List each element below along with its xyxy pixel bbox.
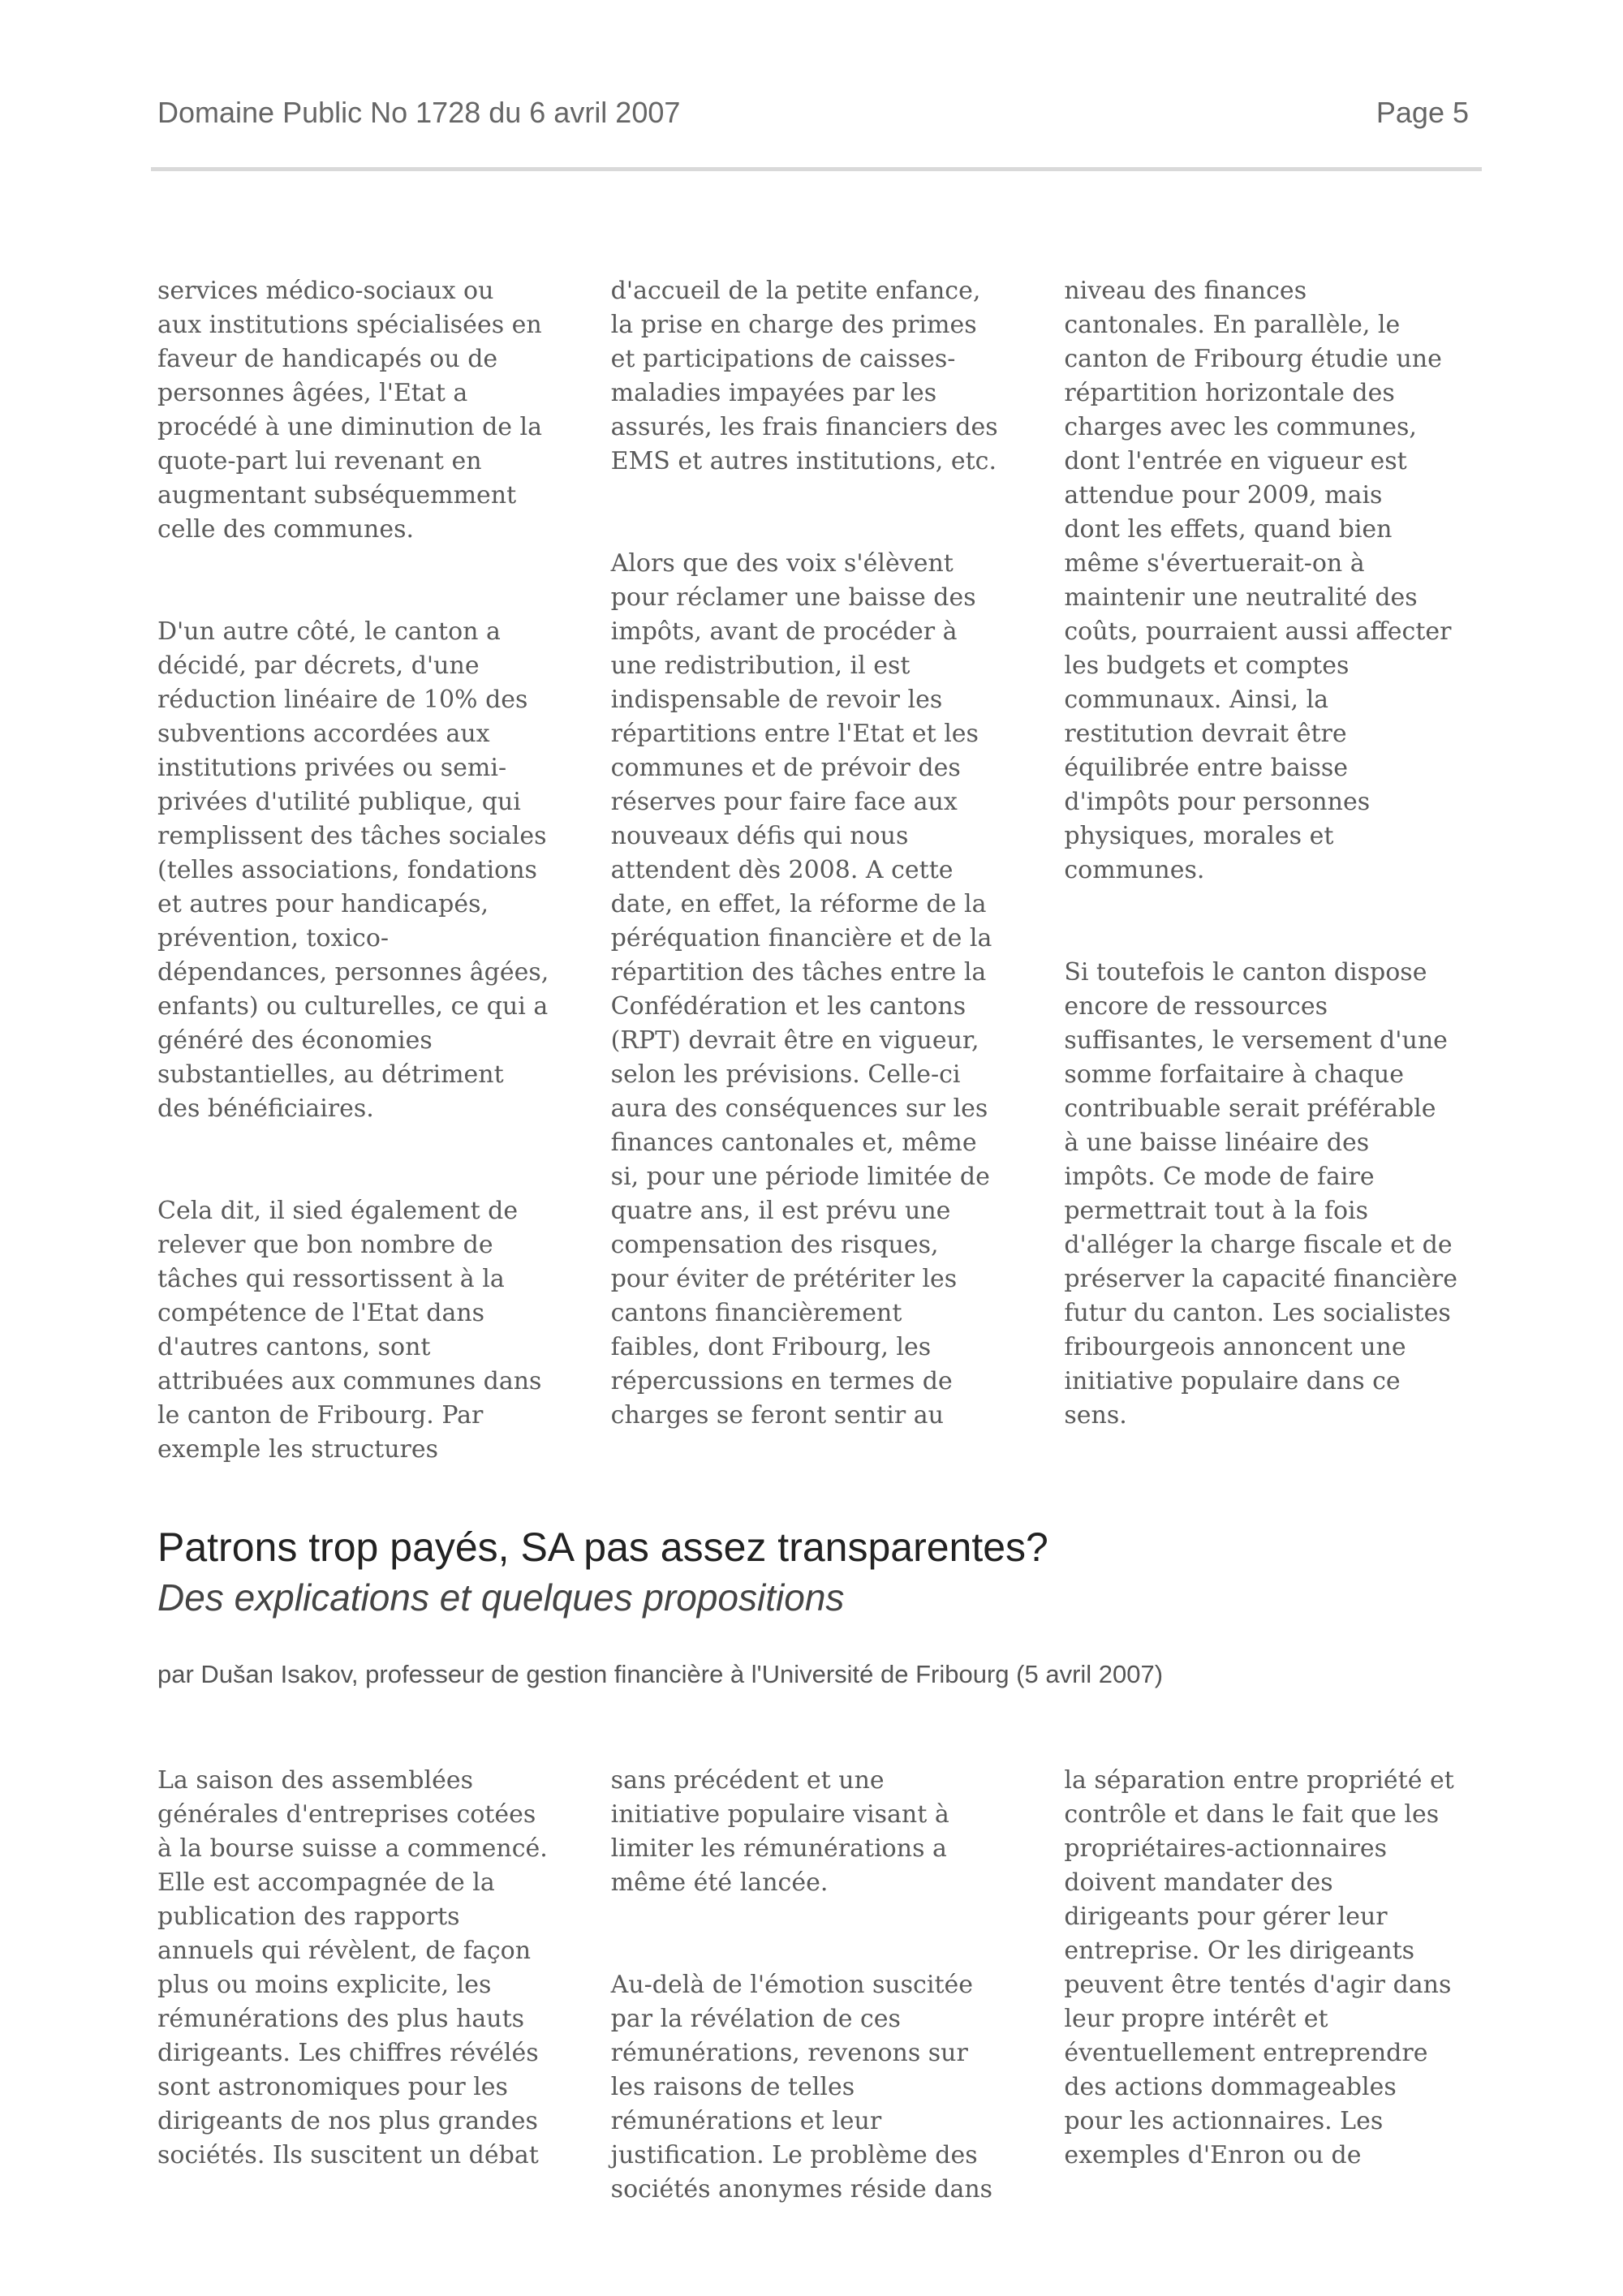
article-2-title: Patrons trop payés, SA pas assez transparentes?	[157, 1524, 1048, 1570]
paragraph: D'un autre côté, le canton a décidé, par décrets, d'une réduction linéaire de 10% des subventions accordées aux institutions privées ou semi- privées d'utilité publique, qui remplissent des tâches sociales (telles associations, fondations et autres pour handicapés, prévention, toxico- dépendances, personnes âgées, enfants) ou culturelles, ce qui a généré des économies substantielles, au détriment des bénéficiaires.	[157, 617, 549, 1123]
paragraph: Alors que des voix s'élèvent pour réclamer une baisse des impôts, avant de procéder à une redistribution, il est indispensable de revoir les répartitions entre l'Etat et les communes et de prévoir des réserves pour faire face aux nouveaux défis qui nous attendent dès 2008. A cette date, en effet, la réforme de la péréquation financière et de la répartition des tâches entre la Confédération et les cantons (RPT) devrait être en vigueur, selon les prévisions. Celle-ci aura des conséquences sur les finances cantonales et, même si, pour une période limitée de quatre ans, il est prévu une compensation des risques, pour éviter de prétériter les cantons financièrement faibles, dont Fribourg, les répercussions en termes de charges se feront sentir au	[610, 549, 992, 1430]
article-2-body	[157, 1730, 1482, 2275]
article-1-column-1	[157, 240, 575, 1535]
article-2-subtitle: Des explications et quelques propositions	[157, 1576, 845, 1619]
paragraph: la séparation entre propriété et contrôle et dans le fait que les propriétaires-actionnaires doivent mandater des dirigeants pour gérer leur entreprise. Or les dirigeants peuvent être tentés d'agir dans leur propre intérêt et éventuellement entreprendre des actions dommageables pour les actionnaires. Les exemples d'Enron ou de	[1064, 1766, 1454, 2169]
paragraph: niveau des finances cantonales. En parallèle, le canton de Fribourg étudie une répartition horizontale des charges avec les communes, dont l'entrée en vigueur est attendue pour 2009, mais dont les effets, quand bien même s'évertuerait-on à maintenir une neutralité des coûts, pourraient aussi affecter les budgets et comptes communaux. Ainsi, la restitution devrait être équilibrée entre baisse d'impôts pour personnes physiques, morales et communes.	[1064, 277, 1452, 884]
paragraph: d'accueil de la petite enfance, la prise en charge des primes et participations de caisses- maladies impayées par les assurés, les frais financiers des EMS et autres institutions, etc.	[610, 277, 998, 475]
paragraph: Au-delà de l'émotion suscitée par la révélation de ces rémunérations, revenons sur les raisons de telles rémunérations et leur justification. Le problème des sociétés anonymes réside dans	[610, 1971, 993, 2204]
paragraph: La saison des assemblées générales d'entreprises cotées à la bourse suisse a commencé. Elle est accompagnée de la publication des rapports annuels qui révèlent, de façon plus ou moins explicite, les rémunérations des plus hauts dirigeants. Les chiffres révélés sont astronomiques pour les dirigeants de nos plus grandes sociétés. Ils suscitent un débat	[157, 1766, 548, 2169]
article-1-column-2	[611, 240, 1029, 1535]
paragraph: services médico-sociaux ou aux institutions spécialisées en faveur de handicapés ou de personnes âgées, l'Etat a procédé à une diminution de la quote-part lui revenant en augmentant subséquemment celle des communes.	[157, 277, 543, 544]
page-header	[157, 96, 1469, 136]
page-number: Page 5	[1375, 96, 1469, 129]
article-2-column-3	[1064, 1730, 1482, 2275]
publication-title: Domaine Public No 1728 du 6 avril 2007	[157, 96, 681, 129]
paragraph: Si toutefois le canton dispose encore de ressources suffisantes, le versement d'une somme forfaitaire à chaque contribuable serait préférable à une baisse linéaire des impôts. Ce mode de faire permettrait tout à la fois d'alléger la charge fiscale et de préserver la capacité financière futur du canton. Les socialistes fribourgeois annoncent une initiative populaire dans ce sens.	[1064, 958, 1458, 1430]
article-2-byline: par Dušan Isakov, professeur de gestion financière à l'Université de Fribourg (5 avril 2007)	[157, 1660, 1164, 1688]
paragraph: Cela dit, il sied également de relever que bon nombre de tâches qui ressortissent à la compétence de l'Etat dans d'autres cantons, sont attribuées aux communes dans le canton de Fribourg. Par exemple les structures	[157, 1197, 542, 1464]
article-1-body	[157, 240, 1482, 1535]
article-2-column-1	[157, 1730, 575, 2275]
header-divider	[151, 167, 1482, 171]
article-1-column-3	[1064, 240, 1482, 1535]
article-2-column-2	[611, 1730, 1029, 2275]
paragraph: sans précédent et une initiative populaire visant à limiter les rémunérations a même été lancée.	[610, 1766, 949, 1897]
